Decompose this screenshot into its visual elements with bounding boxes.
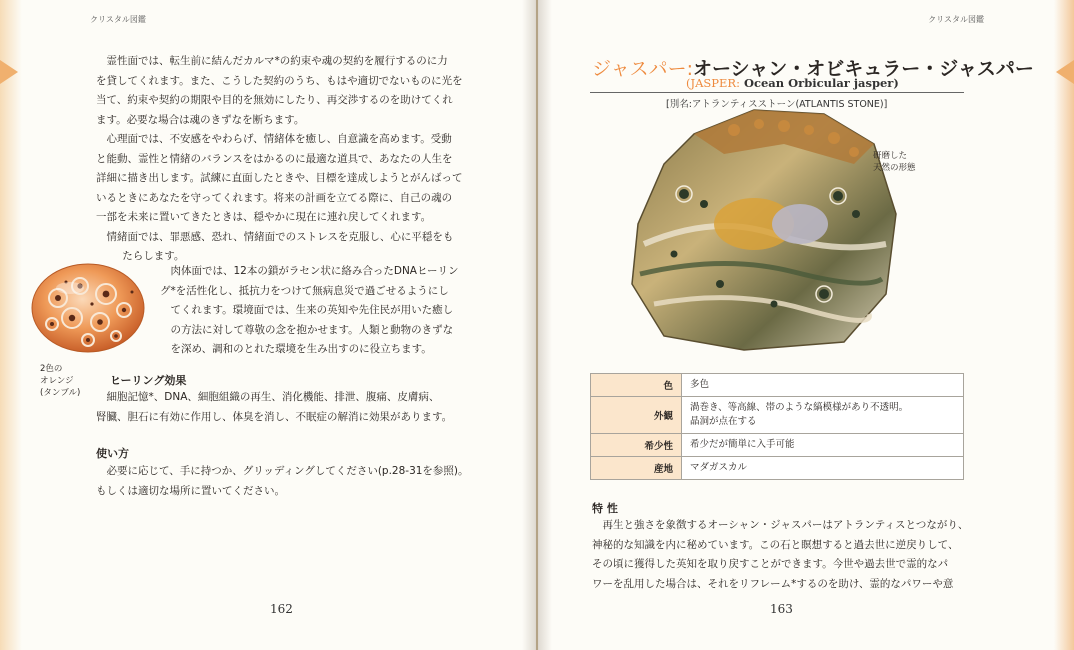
text-line: てくれます。環境面では、生来の英知や先住民が用いた癒し [170, 304, 454, 316]
text-line: ます。必要な場合は魂のきずなを断ちます。 [96, 113, 305, 126]
left-page-edge [0, 0, 22, 650]
text-line: たらします。 [122, 250, 185, 262]
text-line: を貸してくれます。また、こうした契約のうち、もはや適切でないものに光を [96, 74, 463, 87]
features-text [592, 516, 978, 594]
caption-line: 研磨した [873, 151, 908, 161]
text-line: 再生と強さを象徴するオーシャン・ジャスパーはアトランティスとつながり、 [602, 519, 969, 531]
left-running-head: クリスタル図鑑 [90, 15, 146, 24]
usage-heading: 使い方 [96, 447, 129, 460]
text-line: 当て、約束や契約の期限や目的を無効にしたり、再交渉するのを助けてくれ [96, 94, 453, 106]
text-line: その頃に獲得した英知を取り戻すことができます。今世や過去世で霊的なパ [592, 558, 949, 570]
left-page-number: 162 [270, 602, 293, 616]
entry-title-main: オーシャン・オビキュラー・ジャスパー [693, 58, 1034, 80]
property-value-line: マダガスカル [690, 462, 748, 473]
text-line: グ*を活性化し、抵抗力をつけて無病息災で過ごせるようにし [160, 284, 449, 297]
tumble-stone-caption [40, 363, 80, 399]
property-key: 希少性 [591, 434, 682, 457]
text-line: 肉体面では、12本の鎖がラセン状に絡み合ったDNAヒーリン [170, 265, 459, 277]
text-line: の方法に対して尊敬の念を抱かせます。人類と動物のきずな [170, 323, 454, 336]
right-page-number: 163 [770, 602, 793, 616]
caption-line: 天然の形態 [873, 163, 916, 173]
healing-heading: ヒーリング効果 [110, 374, 187, 387]
entry-title-english-prefix: (JASPER: [686, 76, 740, 90]
property-value [682, 457, 964, 480]
title-rule [590, 92, 964, 93]
table-row [591, 397, 964, 434]
left-index-tab [0, 60, 18, 84]
text-line: もしくは適切な場所に置いてください。 [96, 484, 285, 497]
text-line: 神秘的な知識を内に秘めています。この石と瞑想すると過去世に逆戻りして、 [592, 538, 959, 551]
text-line: と能動、霊性と情緒のバランスをはかるのに最適な道具で、あなたの人生を [96, 152, 453, 165]
text-line: 必要に応じて、手に持つか、グリッディングしてください(p.28-31を参照)。 [106, 465, 469, 477]
right-running-head: クリスタル図鑑 [928, 15, 984, 24]
healing-text [96, 388, 486, 427]
features-heading: 特 性 [592, 502, 618, 515]
table-row [591, 457, 964, 480]
property-key: 色 [591, 374, 682, 397]
right-page-edge [1054, 0, 1074, 650]
property-value-line: 希少だが簡単に入手可能 [690, 439, 795, 450]
text-line: 情緒面では、罪悪感、恐れ、情緒面でのストレスを克服し、心に平穏をも [106, 230, 454, 243]
property-value-line: 多色 [690, 379, 710, 390]
text-line: 心理面では、不安感をやわらげ、情緒体を癒し、自意識を高めます。受動 [106, 133, 452, 145]
text-line: ワーを乱用した場合は、それをリフレーム*するのを助け、霊的なパワーや意 [592, 577, 954, 590]
property-value [682, 434, 964, 457]
caption-line: (タンブル) [40, 388, 81, 398]
entry-title-prefix: ジャスパー: [592, 58, 694, 80]
orange-tumble-stone-image [28, 258, 148, 358]
left-body-text [96, 52, 476, 267]
jasper-stone-caption [873, 150, 916, 174]
property-value [682, 397, 964, 434]
entry-title-english [686, 76, 899, 90]
property-value [682, 374, 964, 397]
table-row [591, 374, 964, 397]
property-value-line: 晶洞が点在する [690, 416, 757, 427]
usage-text [96, 462, 486, 501]
properties-table [590, 373, 964, 480]
property-value-line: 渦巻き、等高線、帯のような縞模様があり不透明。 [690, 402, 909, 413]
text-line: 詳細に描き出します。試練に直面したときや、目標を達成しようとがんばって [96, 172, 463, 184]
caption-line: オレンジ [40, 376, 74, 386]
left-body-text-wrap [160, 262, 476, 360]
caption-line: 2色の [40, 364, 63, 374]
text-line: を深め、調和のとれた環境を生み出すのに役立ちます。 [170, 343, 432, 355]
text-line: 一部を未来に置いてきたときは、穏やかに現在に連れ戻してくれます。 [96, 211, 432, 223]
property-key: 外観 [591, 397, 682, 434]
entry-title-english-main: Ocean Orbicular jasper) [743, 76, 899, 90]
text-line: 細胞記憶*、DNA、細胞組織の再生、消化機能、排泄、腹痛、皮膚病、 [106, 391, 440, 403]
text-line: 霊性面では、転生前に結んだカルマ*の約束や魂の契約を履行するのに力 [106, 55, 448, 67]
ocean-jasper-stone-image [624, 104, 902, 354]
text-line: いるときにあなたを守ってくれます。将来の計画を立てる際に、自己の魂の [96, 191, 453, 204]
entry-alias: [別名:アトランティスストーン(ATLANTIS STONE)] [666, 99, 888, 110]
table-row [591, 434, 964, 457]
property-key: 産地 [591, 457, 682, 480]
book-gutter [522, 0, 552, 650]
right-index-tab [1056, 60, 1074, 84]
text-line: 腎臓、胆石に有効に作用し、体臭を消し、不眠症の解消に効果があります。 [96, 410, 453, 423]
